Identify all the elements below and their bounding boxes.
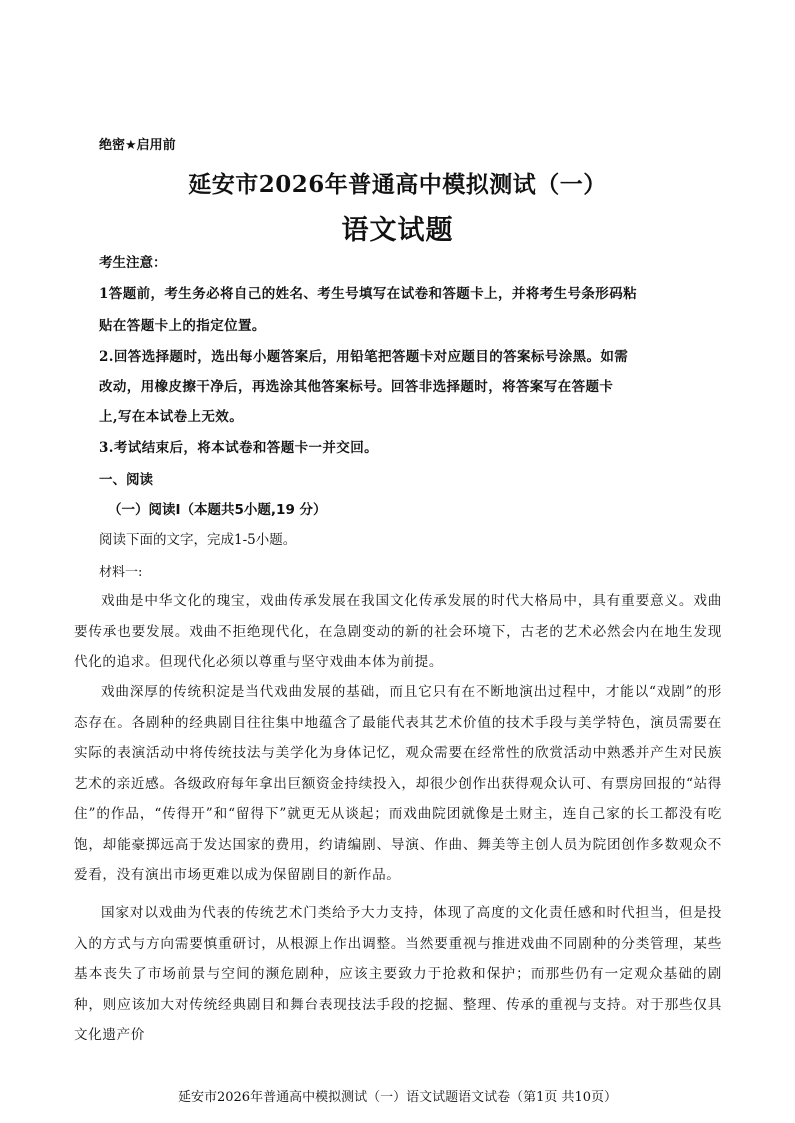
paragraph-3: 国家对以戏曲为代表的传统艺术门类给予大力支持，体现了高度的文化责任感和时代担当，但是投入的方式与方向需要慎重研讨，从根源上作出调整。当然要重视与推进戏曲不同剧种的分类管理，某些基本丧失了市场前景与空间的濒危剧种，应该主要致力于抢救和保护；而那些仍有一定观众基础的剧种，则应该加大对传统经典剧目和舞台表现技法手段的挖掘、整理、传承的重视与支持。对于那些仅具文化遗产价 (74, 905, 722, 1043)
paragraph-1: 戏曲是中华文化的瑰宝，戏曲传承发展在我国文化传承发展的时代大格局中，具有重要意义。戏曲要传承也要发展。戏曲不拒绝现代化，在急剧变动的新的社会环境下，古老的艺术必然会内在地生发现代化的追求。但现代化必须以尊重与坚守戏曲本体为前提。 (74, 593, 722, 670)
reading-instruction: 阅读下面的文字，完成1-5小题。 (99, 532, 297, 548)
paragraph-2: 戏曲深厚的传统积淀是当代戏曲发展的基础，而且它只有在不断地演出过程中，才能以“戏剧”的形态存在。各剧种的经典剧目往往集中地蕴含了最能代表其艺术价值的技术手段与美学特色，演员需要在实际的表演活动中将传统技法与美学化为身体记忆，观众需要在经常性的欣赏活动中熟悉并产生对民族艺术的亲近感。各级政府每年拿出巨额资金持续投入，却很少创作出获得观众认可、有票房回报的“站得住”的作品，“传得开”和“留得下”就更无从谈起；而戏曲院团就像是土财主，连自己家的长工都没有吃饱，却能豪掷远高于发达国家的费用，约请编剧、导演、作曲、舞美等主创人员为院团创作多数观众不爱看，没有演出市场更难以成为保留剧目的新作品。 (74, 684, 722, 883)
notice-line: 2.回答选择题时，选出每小题答案后，用铅笔把答题卡对应题目的答案标号涂黑。如需 (99, 349, 629, 365)
section-heading: 一、阅读 (99, 472, 153, 488)
material-label: 材料一: (99, 565, 143, 580)
notice-line: 上,写在本试卷上无效。 (99, 409, 244, 425)
notice-line: 改动，用橡皮擦干净后，再选涂其他答案标号。回答非选择题时，将答案写在答题卡 (99, 379, 614, 395)
notice-line: 贴在答题卡上的指定位置。 (99, 318, 266, 334)
exam-title: 延安市2026年普通高中模拟测试（一） (188, 171, 607, 198)
notice-line: 1答题前，考生务必将自己的姓名、考生号填写在试卷和答题卡上，并将考生号条形码粘 (99, 286, 637, 302)
section-subheading: （一）阅读Ⅰ（本题共5小题,19 分） (108, 502, 327, 518)
confidential-label: 绝密★启用前 (99, 138, 176, 153)
page-footer: 延安市2026年普通高中模拟测试（一）语文试题语文试卷（第1页 共10页） (177, 1090, 618, 1105)
notice-heading: 考生注意： (99, 255, 167, 271)
exam-subject-title: 语文试题 (341, 215, 454, 246)
notice-line: 3.考试结束后，将本试卷和答题卡一并交回。 (99, 440, 378, 456)
